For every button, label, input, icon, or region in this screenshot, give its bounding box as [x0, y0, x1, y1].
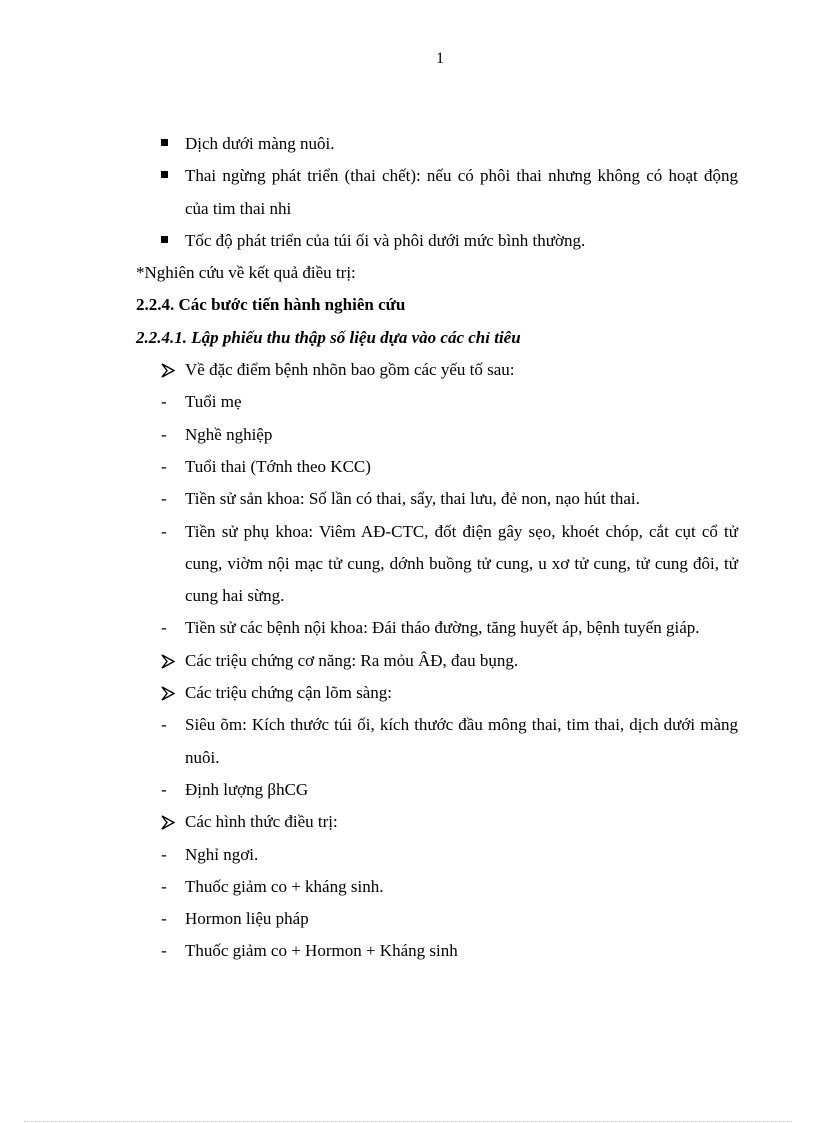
list-item: [136, 483, 738, 515]
dash-bullet: -: [161, 489, 167, 509]
list-item-text: Thai ngừng phát triển (thai chết): nếu có phôi thai nhưng không có hoạt động của tim thai nhi: [185, 166, 738, 218]
dash-bullet: -: [161, 715, 167, 735]
dash-bullet: -: [161, 618, 167, 638]
dash-bullet: -: [161, 779, 167, 799]
list-item: [136, 806, 738, 838]
list-item: [136, 516, 738, 613]
list-item: [136, 677, 738, 709]
list-item-text: Định lượng βhCG: [185, 779, 309, 799]
list-item: [136, 128, 738, 160]
list-item-text: Dịch dưới màng nuôi.: [185, 134, 335, 153]
list-item: [136, 225, 738, 257]
list-item-text: Tiền sử các bệnh nội khoa: Đái tháo đường, tăng huyết áp, bệnh tuyến giáp.: [185, 618, 700, 638]
document-body: [136, 128, 738, 968]
arrow-bullet-icon: [161, 645, 177, 677]
list-item: [136, 935, 738, 967]
dash-bullet: -: [161, 909, 167, 929]
list-item-text: Các triệu chứng cận lõm sàng:: [185, 683, 393, 703]
list-item-text: Các triệu chứng cơ năng: Ra mỏu ÂĐ, đau bụng.: [185, 650, 519, 670]
note-line: *Nghiên cứu về kết quả điều trị:: [136, 263, 356, 283]
list-item: [136, 839, 738, 871]
dash-bullet: -: [161, 456, 167, 476]
arrow-bullet-icon: [161, 806, 177, 838]
list-item: [136, 354, 738, 386]
list-item-text: Tuổi thai (Tớnh theo KCC): [185, 456, 371, 476]
list-item: [136, 871, 738, 903]
list-item-text: Về đặc điểm bệnh nhõn bao gồm các yếu tố sau:: [185, 360, 515, 380]
list-item: [136, 612, 738, 644]
list-item-text: Tiền sử sản khoa: Số lần có thai, sẩy, thai lưu, đẻ non, nạo hút thai.: [185, 489, 640, 509]
list-item: [136, 645, 738, 677]
dash-bullet: -: [161, 941, 167, 961]
arrow-bullet-icon: [161, 354, 177, 386]
dash-bullet: -: [161, 424, 167, 444]
list-item-text: Siêu õm: Kích thước túi ối, kích thước đầu mông thai, tim thai, dịch dưới màng nuôi.: [185, 715, 738, 767]
list-item: [136, 709, 738, 774]
list-item-text: Tuổi mẹ: [185, 392, 242, 412]
dash-bullet: -: [161, 521, 167, 541]
list-item-text: Nghề nghiệp: [185, 424, 273, 444]
square-bullet-icon: [161, 128, 177, 160]
list-item: [136, 451, 738, 483]
list-item-text: Thuốc giảm co + Hormon + Kháng sinh: [185, 941, 458, 961]
list-item-text: Hormon liệu pháp: [185, 909, 309, 929]
square-bullet-icon: [161, 225, 177, 257]
subsection-heading: 2.2.4.1. Lập phiếu thu thập số liệu dựa vào các chỉ tiêu: [136, 327, 521, 347]
list-item: [136, 419, 738, 451]
list-item: [136, 774, 738, 806]
list-item-text: Nghỉ ngơi.: [185, 844, 259, 864]
page-number: 1: [436, 50, 444, 67]
list-item-text: Các hình thức điều trị:: [185, 812, 338, 832]
list-item-text: Tốc độ phát triển của túi ối và phôi dưới mức bình thường.: [185, 230, 586, 250]
list-item: [136, 903, 738, 935]
list-item: [136, 160, 738, 225]
list-item-text: Tiền sử phụ khoa: Viêm AĐ-CTC, đốt điện gây sẹo, khoét chóp, cắt cụt cổ tử cung, viờm nội mạc tử cung, dớnh buồng tử cung, u xơ tử cung, tử cung đôi, tử cung hai sừng.: [185, 521, 738, 606]
section-heading: 2.2.4. Các bước tiến hành nghiên cứu: [136, 295, 406, 315]
list-item-text: Thuốc giảm co + kháng sinh.: [185, 876, 384, 896]
dash-bullet: -: [161, 876, 167, 896]
dash-bullet: -: [161, 844, 167, 864]
dash-bullet: -: [161, 392, 167, 412]
page-bottom-divider: [24, 1121, 792, 1122]
list-item: [136, 386, 738, 418]
square-bullet-icon: [161, 160, 177, 192]
arrow-bullet-icon: [161, 677, 177, 709]
